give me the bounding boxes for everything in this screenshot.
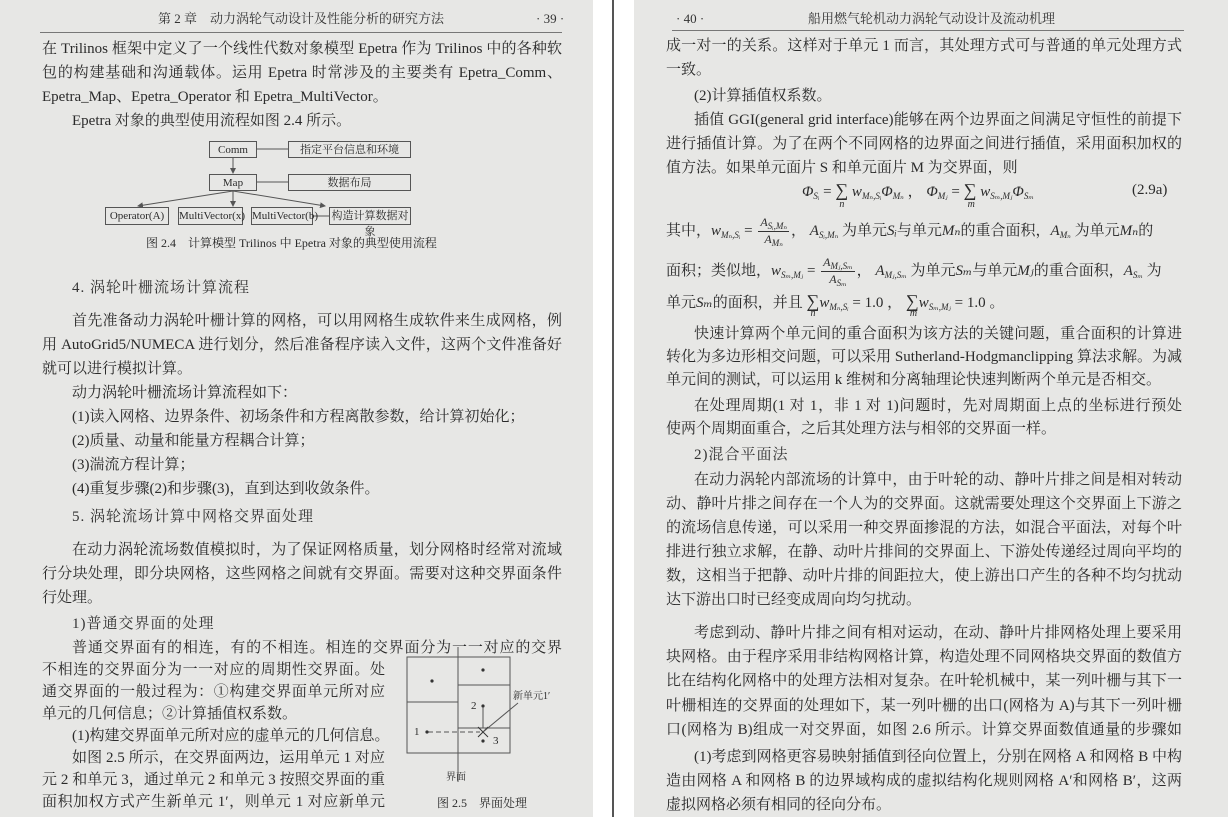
sigma: ∑ bbox=[905, 291, 919, 311]
node-operator: Operator(A) bbox=[105, 207, 169, 225]
equation-2-9a bbox=[802, 180, 1034, 210]
text-line: 单元的几何信息；②计算插值权系数。 bbox=[42, 706, 298, 722]
text: 面积；类似地， bbox=[666, 263, 772, 279]
text-line: 块网格。由于程序采用非结构网格计算，构造处理不同网格块交界面的数值方 bbox=[666, 649, 1182, 665]
A-symbol: A bbox=[1050, 223, 1060, 239]
sum-index: n bbox=[810, 308, 816, 319]
text-line: 如图 2.5 所示，在交界面两边，运用单元 1 对应 bbox=[72, 750, 385, 766]
text-line: 在 Trilinos 框架中定义了一个线性代数对象模型 Epetra 作为 Trilinos 中的各种软 bbox=[42, 41, 562, 57]
text-line: 用 AutoGrid5/NUMECA 进行划分，然后准备程序读入文件，这两个文件准备好 bbox=[42, 337, 562, 353]
text-line: 动、静叶片排之间存在一个人为的交界面。这就需要处理这个交界面上下游之 bbox=[666, 496, 1182, 512]
section-heading: 5. 涡轮流场计算中网格交界面处理 bbox=[72, 509, 315, 525]
w-symbol: w bbox=[980, 184, 991, 200]
math-var: Mₙ bbox=[1119, 223, 1139, 239]
interface-label: 界面 bbox=[446, 772, 466, 783]
sum-index: m bbox=[967, 199, 975, 210]
A-symbol: A bbox=[829, 272, 837, 287]
text-line: 行处理。 bbox=[42, 590, 103, 606]
text-line: 包的构建基础和沟通载体。运用 Epetra 时常涉及的主要类有 Epetra_Comm、 bbox=[42, 65, 562, 81]
subscript: Sᵢ,Mₙ bbox=[767, 221, 787, 232]
text-line: 的流场信息传递，可以采用一种交界面掺混的方法，如混合平面法，对每个叶 bbox=[666, 520, 1182, 536]
text: 单元 bbox=[666, 295, 697, 311]
phi-symbol: Φ bbox=[926, 184, 938, 200]
cell-3-label: 3 bbox=[493, 735, 499, 747]
math-var: Mⱼ bbox=[1017, 263, 1034, 279]
w-symbol: w bbox=[851, 184, 862, 200]
math-var: Mₙ bbox=[941, 223, 961, 239]
text-line: 在处理周期(1 对 1，非 1 对 1)问题时，先对周期面上点的坐标进行预处 bbox=[694, 398, 1182, 414]
text-line: Epetra 对象的典型使用流程如图 2.4 所示。 bbox=[72, 113, 352, 129]
A-symbol: A bbox=[809, 223, 819, 239]
text-line: 快速计算两个单元间的重合面积为该方法的关键问题，重合面积的计算进 bbox=[694, 326, 1182, 342]
text-line: 造由网格 A 和网格 B 的边界域构成的虚拟结构化规则网格 A′和网格 B′，这两 bbox=[666, 773, 1182, 789]
w-symbol: w bbox=[918, 295, 929, 311]
text-line: 元 2 和单元 3，通过单元 2 和单元 3 按照交界面的重 bbox=[42, 772, 385, 788]
math-var: Sᵢ bbox=[887, 223, 897, 239]
text-line: 考虑到动、静叶片排之间有相对运动，在动、静叶片排网格处理上要采用 bbox=[694, 625, 1182, 641]
text-line: 虚拟网格必须有相同的径向分布。 bbox=[666, 797, 892, 813]
sigma: ∑ bbox=[963, 180, 977, 200]
page-number: · 40 · bbox=[676, 11, 705, 26]
subscript: Mⱼ,Sₘ bbox=[830, 261, 853, 272]
text-line: 通交界面的一般过程为：①构建交界面单元所对应 bbox=[42, 684, 385, 700]
list-item: (3)湍流方程计算； bbox=[72, 457, 195, 473]
text-line: 首先准备动力涡轮叶栅计算的网格，可以用网格生成软件来生成网格，例 bbox=[72, 313, 562, 329]
cell-1-label: 1 bbox=[414, 726, 420, 738]
page-number: · 39 · bbox=[536, 11, 565, 26]
text-line: 不相连的交界面分为一一对应的周期性交界面。处 bbox=[42, 662, 385, 678]
note-data-layout: 数据布局 bbox=[288, 174, 411, 191]
header-rule bbox=[672, 30, 1184, 31]
text: = 1.0 。 bbox=[954, 295, 1005, 311]
text-line: 一致。 bbox=[666, 62, 712, 78]
text-line: 排进行独立求解，在静、动叶片排间的交界面上、下游处传递经过周向平均的 bbox=[666, 544, 1182, 560]
subscript: Mₙ,Sᵢ bbox=[829, 302, 849, 312]
text-line: 普通交界面有的相连，有的不相连。相连的交界面分为一一对应的交界 bbox=[72, 640, 562, 656]
subscript: Mₙ bbox=[892, 191, 904, 201]
sum-index: n bbox=[839, 199, 845, 210]
text: 的 bbox=[1138, 223, 1154, 239]
subscript: Mₙ,Sᵢ bbox=[721, 230, 741, 240]
text-line: 转化为多边形相交问题，可以采用 Sutherland-Hodgmanclipping 算法求解。为减 bbox=[666, 349, 1182, 365]
w-symbol: w bbox=[771, 263, 782, 279]
math-var: Sₘ bbox=[696, 295, 713, 311]
equation-number: (2.9a) bbox=[1132, 182, 1168, 198]
text-line: 使两个周期面重合，之后其处理方法与相邻的交界面一样。 bbox=[666, 421, 1057, 437]
A-symbol: A bbox=[760, 215, 768, 230]
text-line-with-math bbox=[666, 291, 1005, 319]
text-line: 就可以进行模拟计算。 bbox=[42, 361, 193, 377]
sum-index: m bbox=[909, 308, 918, 319]
text-line: 比在结构化网格中的处理方法相对复杂。在叶轮机械中，某一列叶栅与其下一 bbox=[666, 673, 1182, 689]
note-platform: 指定平台信息和环境 bbox=[288, 141, 411, 158]
subscript: Sₘ bbox=[1132, 270, 1143, 280]
list-item: (4)重复步骤(2)和步骤(3)，直到达到收敛条件。 bbox=[72, 481, 380, 497]
sum-symbol bbox=[963, 180, 977, 210]
subscript: Sₘ bbox=[836, 278, 847, 289]
sum-symbol bbox=[905, 291, 919, 319]
text-line: 在动力涡轮流场数值模拟时，为了保证网格质量，划分网格时经常对流域 bbox=[72, 542, 562, 558]
text: 为 bbox=[1146, 263, 1162, 279]
node-multivector-x: MultiVector(x) bbox=[178, 207, 243, 225]
equals: = bbox=[951, 184, 960, 200]
text-line: (1)构建交界面单元所对应的虚单元的几何信息。 bbox=[72, 728, 390, 744]
running-header-title: 第 2 章 动力涡轮气动设计及性能分析的研究方法 bbox=[158, 11, 445, 26]
text: 与单元 bbox=[896, 223, 942, 239]
node-map: Map bbox=[209, 174, 257, 191]
subscript: Sᵢ bbox=[813, 191, 820, 201]
text-line: 成一对一的关系。这样对于单元 1 而言，其处理方式可与普通的单元处理方式 bbox=[666, 38, 1182, 54]
text: 为单元 bbox=[1074, 223, 1120, 239]
section-heading: 4. 涡轮叶栅流场计算流程 bbox=[72, 280, 251, 296]
A-symbol: A bbox=[823, 255, 831, 270]
subscript: Sₘ,Mⱼ bbox=[781, 270, 804, 280]
text: 为单元 bbox=[842, 223, 888, 239]
text: = 1.0 ， bbox=[852, 295, 903, 311]
figure-caption: 图 2.5 界面处理 bbox=[437, 796, 528, 810]
w-symbol: w bbox=[819, 295, 830, 311]
text-line: 值方法。如果单元面片 S 和单元面片 M 为交界面，则 bbox=[666, 160, 1018, 176]
phi-symbol: Φ bbox=[881, 184, 893, 200]
text: 为单元 bbox=[910, 263, 956, 279]
text-line: (1)考虑到网格更容易映射插值到径向位置上，分别在网格 A 和网格 B 中构 bbox=[694, 749, 1182, 765]
subsection-heading: 1)普通交界面的处理 bbox=[72, 616, 215, 632]
text-line: 进行插值计算。为了在两个不同网格的边界面之间进行插值，采用面积加权的 bbox=[666, 136, 1182, 152]
subscript: Mₙ bbox=[771, 238, 783, 249]
subscript: Sₘ bbox=[1023, 191, 1034, 201]
text-line-with-math: 其中，$w_{M_n,Sᵢ}$ = $\frac{A_{Sᵢ,M_n}}{A_{M_n}}$ ， $A_{Sᵢ,M_n}$ 为单元Sᵢ与单元Mₙ的重合面积，$A_{M_n}$ 为单元Mₙ的 bbox=[666, 215, 1154, 249]
running-header-title: 船用燃气轮机动力涡轮气动设计及流动机理 bbox=[808, 11, 1056, 26]
text-line: 单元间的测试，可以运用 k 维树和分离轴理论快速判断两个单元是否相交。 bbox=[666, 372, 1162, 388]
new-cell-label: 新单元1′ bbox=[513, 691, 551, 702]
figure-caption: 图 2.4 计算模型 Trilinos 中 Epetra 对象的典型使用流程 bbox=[146, 236, 437, 250]
subscript: Mₙ,Sᵢ bbox=[861, 191, 882, 201]
phi-symbol: Φ bbox=[802, 184, 814, 200]
subscript: Sₘ,Mⱼ bbox=[928, 302, 951, 312]
phi-symbol: Φ bbox=[1012, 184, 1024, 200]
text-line: 数，这相当于把静、动叶片排的间距拉大，使上游出口产生的各种不均匀扰动 bbox=[666, 568, 1182, 584]
note-construct-data: 构造计算数据对象 bbox=[329, 207, 411, 225]
text-line: 行分块处理，即分块网格，这些网格之间就有交界面。需要对这种交界面条件 bbox=[42, 566, 562, 582]
cell-2-label: 2 bbox=[471, 700, 477, 712]
math-var: Sₘ bbox=[955, 263, 973, 279]
list-item: (2)质量、动量和能量方程耦合计算； bbox=[72, 433, 315, 449]
text-line: (2)计算插值权系数。 bbox=[694, 88, 832, 104]
text-line: Epetra_Map、Epetra_Operator 和 Epetra_MultiVector。 bbox=[42, 89, 388, 105]
node-multivector-b: MultiVector(b) bbox=[251, 207, 313, 225]
node-comm: Comm bbox=[209, 141, 257, 158]
A-symbol: A bbox=[764, 232, 772, 247]
equals: = bbox=[823, 184, 832, 200]
subscript: Mⱼ bbox=[937, 191, 948, 201]
text-line: 动力涡轮叶栅流场计算流程如下： bbox=[72, 385, 298, 401]
text-line: 达下游出口时已经变成周向均匀扰动。 bbox=[666, 592, 922, 608]
text-line-with-math: 面积；类似地，$w_{S_m,Mⱼ}$ = $\frac{A_{Mⱼ,S_m}}{A_{S_m}}$ ， $A_{Mⱼ,S_m}$ 为单元Sₘ与单元Mⱼ的重合面积，$A_{S_m}$ 为 bbox=[666, 255, 1162, 289]
sum-symbol bbox=[835, 180, 849, 210]
subscript: Sₘ,Mⱼ bbox=[990, 191, 1013, 201]
A-symbol: A bbox=[1123, 263, 1133, 279]
text-line: 口(网格为 B)组成一对交界面，如图 2.6 所示。计算交界面数值通量的步骤如 bbox=[666, 722, 1182, 738]
text: 与单元 bbox=[972, 263, 1018, 279]
w-symbol: w bbox=[711, 223, 722, 239]
subscript: Sᵢ,Mₙ bbox=[818, 230, 839, 240]
fraction bbox=[758, 215, 789, 248]
sum-symbol bbox=[806, 291, 820, 319]
text: 的重合面积， bbox=[960, 223, 1051, 239]
subscript: Mⱼ,Sₘ bbox=[884, 270, 907, 280]
sigma: ∑ bbox=[835, 180, 849, 200]
subsection-heading: 2)混合平面法 bbox=[694, 447, 789, 463]
list-item: (1)读入网格、边界条件、初场条件和方程离散参数，给计算初始化； bbox=[72, 409, 525, 425]
text: 其中， bbox=[666, 223, 712, 239]
fraction bbox=[821, 255, 855, 288]
text-line: 叶栅相连的交界面的处理如下，某一列叶栅的出口(网格为 A)与其下一列叶栅 bbox=[666, 698, 1182, 714]
text: 的重合面积， bbox=[1033, 263, 1124, 279]
text-line: 在动力涡轮内部流场的计算中，由于叶轮的动、静叶片排之间是相对转动 bbox=[694, 472, 1182, 488]
text-line: 插值 GGI(general grid interface)能够在两个边界面之间满足守恒性的前提下 bbox=[694, 112, 1182, 128]
subscript: Mₙ bbox=[1059, 230, 1071, 240]
comma: ， bbox=[907, 184, 923, 200]
text: 的面积，并且 bbox=[712, 295, 803, 311]
sigma: ∑ bbox=[806, 291, 820, 311]
text-line: 面积加权方式产生新单元 1′，则单元 1 对应新单元 bbox=[42, 794, 385, 810]
A-symbol: A bbox=[875, 263, 885, 279]
